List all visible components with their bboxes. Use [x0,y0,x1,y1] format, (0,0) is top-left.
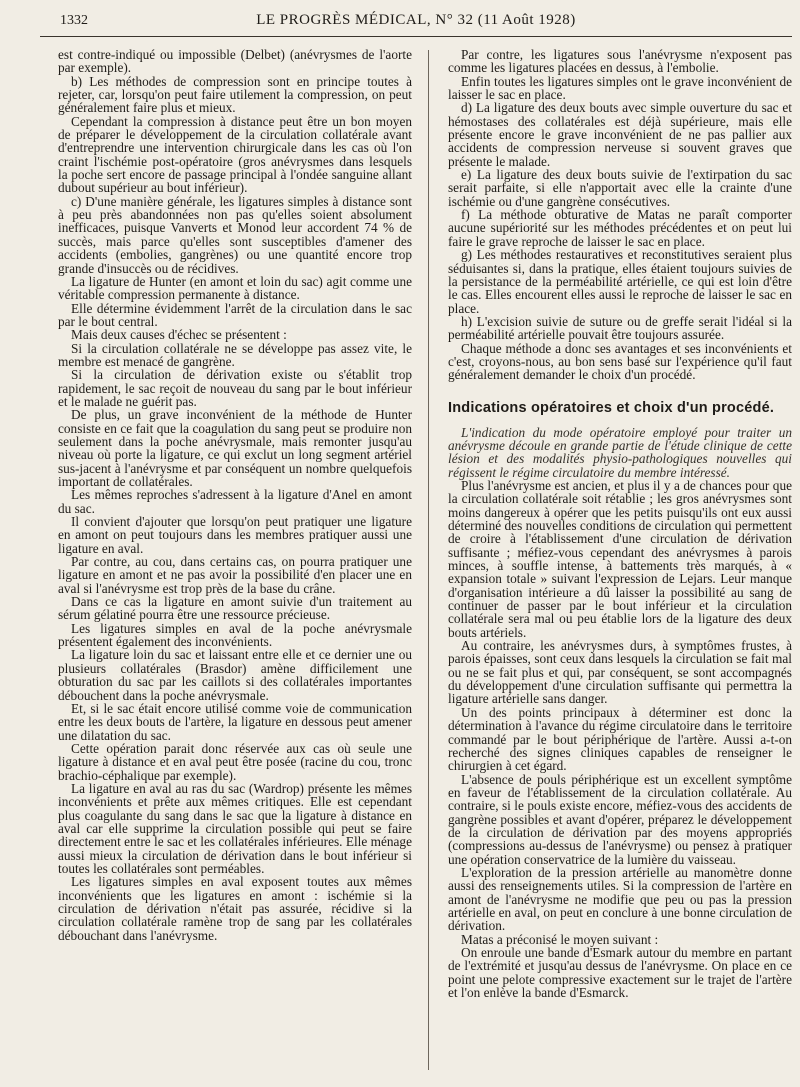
page-number: 1332 [60,13,88,28]
paragraph: Par contre, au cou, dans certains cas, on pourra pratiquer une ligature en amont et ne pas avoir la possibilité d'en placer une en aval si l'anévrysme est trop près de la base du crâne. [58,554,412,596]
section-heading: Indications opératoires et choix d'un procédé. [448,399,775,416]
column-divider [428,50,429,1070]
right-column [448,48,792,999]
paragraph: c) D'une manière générale, les ligatures simples à distance sont à peu près abandonnées non pas qu'elles soient absolument inefficaces, puisque Vanverts et Monod leur accordent 74 % de succès, mais parce qu'elles sont susceptibles d'amener des accidents (embolies, gangrènes) ou une quantité encore trop grande d'insuccès ou de récidives. [58,193,412,276]
paragraph: Matas a préconisé le moyen suivant : [461,931,659,947]
paragraph: La ligature en aval au ras du sac (Wardrop) présente les mêmes inconvénients et prête aux mêmes critiques. Elle est cependant plus coagulante du sang dans le sac que la ligature à distance en aval car elle supprime la circulation possible qui peut se faire directement entre le sac et les collatérales inférieures. Elle ménage aussi mieux la circulation de dérivation dans le bout inférieur si toutes les collatérales sont perméables. [58,780,412,876]
paragraph: Par contre, les ligatures sous l'anévrysme n'exposent pas comme les ligatures placées en dessus, à l'embolie. [448,47,792,76]
page-header [40,10,792,37]
left-column [58,48,412,942]
paragraph: On enroule une bande d'Esmark autour du membre en partant de l'extrémité et jusqu'au dessus de l'anévrysme. On place en ce point une pelote compressive exactement sur le trajet de l'artère et l'on enlève la bande d'Esmarck. [448,945,792,1001]
paragraph: Cependant la compression à distance peut être un bon moyen de préparer le développement de la circulation collatérale avant d'entreprendre une intervention chirurgicale dans les cas où l'on craint l'ischémie post-opératoire (gros anévrysmes dans lesquels la poche sert encore de passage principal à l'ondée sanguine allant dubout supérieur au bout inférieur). [58,113,412,196]
intro-paragraph: L'indication du mode opératoire employé pour traiter un anévrysme découle en grande partie de l'étude clinique de cette lésion et des modalités physio-pathologiques nouvelles qui régissent le régime circulatoire du membre intéressé. [448,424,792,480]
paragraph: Si la circulation collatérale ne se développe pas assez vite, le membre est menacé de gangrène. [58,340,412,369]
paragraph: Un des points principaux à déterminer est donc la détermination à l'avance du régime circulatoire dans le territoire commandé par le bout périphérique de l'artère. Aussi a-t-on recherché des signes cliniques capables de renseigner le chirurgien à cet égard. [448,704,792,774]
paragraph: Les mêmes reproches s'adressent à la ligature d'Anel en amont du sac. [58,487,412,516]
paragraph: L'absence de pouls périphérique est un excellent symptôme en faveur de l'établissement de la circulation collatérale. Au contraire, si le pouls existe encore, méfiez-vous des accidents de gangrène possibles et avant d'opérer, préparez le développement de la circulation de dérivation par des moyens appropriés (compressions au-dessus de l'anévrysme) ou pensez à pratiquer une opération conservatrice de la lumière du vaisseau. [448,771,792,867]
paragraph: b) Les méthodes de compression sont en principe toutes à rejeter, car, lorsqu'on peut faire utilement la compression, on peut généralement faire plus et mieux. [58,73,412,116]
paragraph: h) L'excision suivie de suture ou de greffe serait l'idéal si la perméabilité artérielle pouvait être toujours assurée. [448,313,792,343]
paragraph: Il convient d'ajouter que lorsqu'on peut pratiquer une ligature en amont on peut toujours dans les membres pratiquer aussi une ligature en aval. [58,514,412,556]
paragraph: e) La ligature des deux bouts suivie de l'extirpation du sac serait parfaite, si elle n'apportait avec elle la crainte d'une ischémie ou d'une gangrène consécutives. [448,167,792,209]
paragraph: Les ligatures simples en aval exposent toutes aux mêmes inconvénients que les ligatures en amont : ischémie si la circulation de dérivation n'était pas assurée, récidive si la circulation collatérale ramène trop de sang par les collatérales débouchant dans l'anévrysme. [58,874,412,943]
paragraph: Les ligatures simples en aval de la poche anévrysmale présentent également des inconvénients. [58,620,412,650]
paragraph: La ligature loin du sac et laissant entre elle et ce dernier une ou plusieurs collatérales (Brasdor) amène difficilement une obturation du sac par les caillots si des collatérales importantes débouchent dans la poche anévrysmale. [58,647,412,703]
paragraph: Chaque méthode a donc ses avantages et ses inconvénients et c'est, croyons-nous, au bon sens basé sur l'expérience qu'il faut généralement demander le choix d'un procédé. [448,340,792,383]
paragraph: La ligature de Hunter (en amont et loin du sac) agit comme une véritable compression permanente à distance. [58,273,412,303]
paragraph: f) La méthode obturative de Matas ne paraît comporter aucune supériorité sur les méthodes précédentes et on peut lui faire le grave reproche de laisser le sac en place. [448,207,792,249]
paragraph: Elle détermine évidemment l'arrêt de la circulation dans le sac par le bout central. [58,300,412,329]
paragraph: L'exploration de la pression artérielle au manomètre donne aussi des renseignements utiles. Si la compression de l'artère en amont de l'anévrysme ne modifie que peu ou pas la pression artérielle en aval, on peut en conclure à une bonne circulation de dérivation. [448,864,792,934]
paragraph: Au contraire, les anévrysmes durs, à symptômes frustes, à parois épaisses, sont ceux dans lesquels la circulation se fait mal ou ne se fait plus et qui, par conséquent, se sont accompagnés du développement d'une circulation suffisante qui permettra la ligature artérielle sans danger. [448,638,792,707]
paragraph: Si la circulation de dérivation existe ou s'établit trop rapidement, le sac reçoit de nouveau du sang par le bout inférieur et le malade ne guérit pas. [58,367,412,409]
paragraph: Mais deux causes d'échec se présentent : [71,327,287,343]
paragraph: d) La ligature des deux bouts avec simple ouverture du sac et hémostases des collatérales est déjà supérieure, mais elle présente encore le grave inconvénient de ne pas pallier aux accidents de compression nerveuse si souvent graves que présente le malade. [448,100,792,169]
paragraph: est contre-indiqué ou impossible (Delbet) (anévrysmes de l'aorte par exemple). [58,47,412,76]
paragraph: De plus, un grave inconvénient de la méthode de Hunter consiste en ce fait que la coagulation du sang peut se produire non seulement dans la poche anévrysmale, mais remonter jusqu'au niveau où porte la ligature, ce qui exclut un long segment artériel sus-jacent à l'anévrysme et par conséquent un nombre quelquefois important de collatérales. [58,407,412,489]
paragraph: g) Les méthodes restauratives et reconstitutives seraient plus séduisantes si, dans la pratique, elles étaient toujours suivies de la persistance de la perméabilité artérielle, ce qui est loin d'être le cas. Elles encourent elles aussi le reproche de laisser le sac en place. [448,247,792,316]
paragraph: Et, si le sac était encore utilisé comme voie de communication entre les deux bouts de l'artère, la ligature en dessous peut amener une dilatation du sac. [58,700,412,743]
paragraph: Plus l'anévrysme est ancien, et plus il y a de chances pour que la circulation collatérale soit rétablie ; les gros anévrysmes sont moins dangereux à opérer que les petits puisqu'ils ont eux aussi déterminé des nouvelles conditions de circulation qui permettent de croire à l'établissement d'une circulation de dérivation suffisante ; méfiez-vous cependant des anévrysmes à parois minces, à souffle intense, à battements très marqués, à « expansion totale » suivant l'expression de Lejars. Leur manque d'organisation intérieure a dû laisser la possibilité au sang de continuer de passer par le bout inférieur et la circulation collatérale sera mal ou peu établie lors de la ligature des deux bouts artériels. [448,477,792,640]
paragraph: Enfin toutes les ligatures simples ont le grave inconvénient de laisser le sac en place. [448,73,792,103]
paragraph: Dans ce cas la ligature en amont suivie d'un traitement au sérum gélatiné pourra être une ressource précieuse. [58,594,412,623]
paragraph: Cette opération parait donc réservée aux cas où seule une ligature à distance et en aval peut être posée (racine du cou, tronc brachio-céphalique par exemple). [58,740,412,783]
journal-title: LE PROGRÈS MÉDICAL, N° 32 (11 Août 1928) [256,12,576,28]
